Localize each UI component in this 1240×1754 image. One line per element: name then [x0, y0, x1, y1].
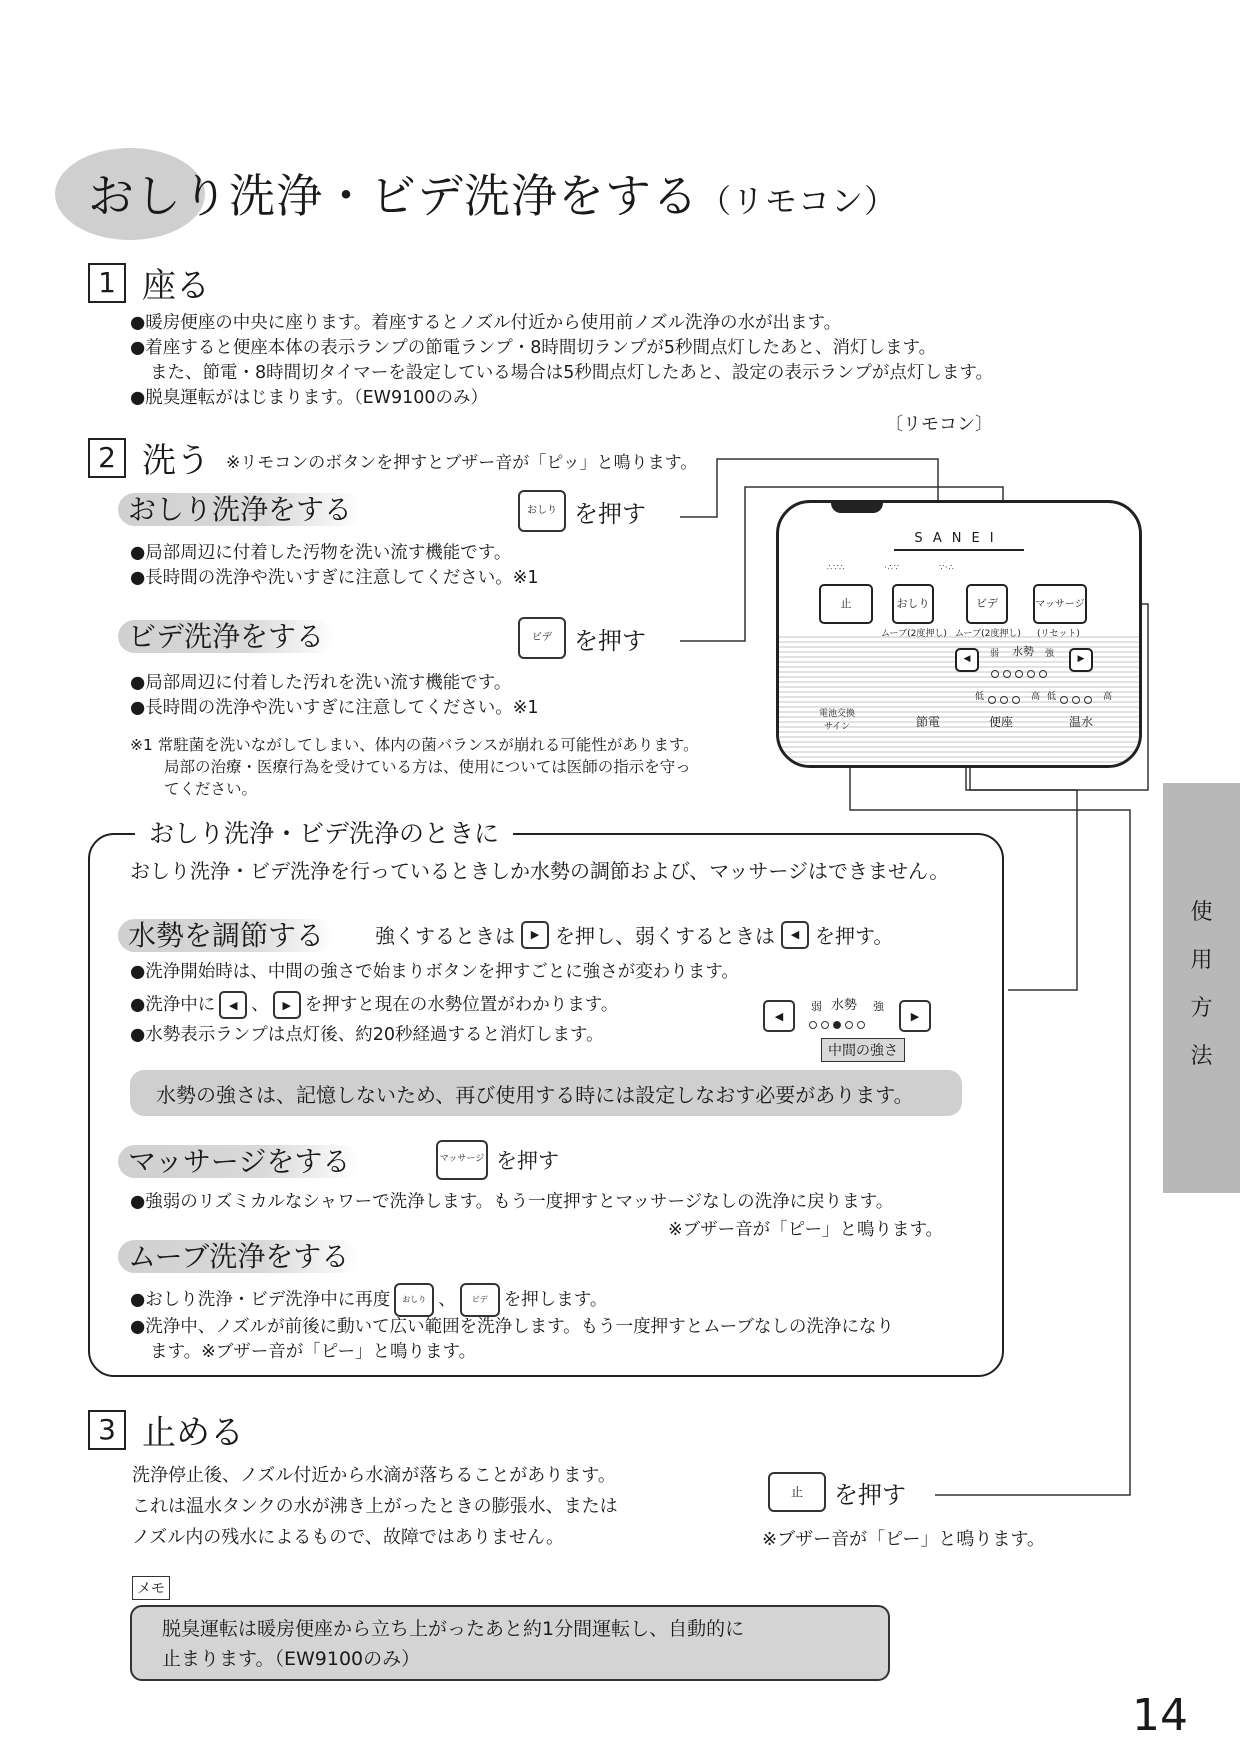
remote-pressure-label: 水勢: [1012, 645, 1034, 658]
remote-sensor: [831, 503, 883, 513]
remote-massage-button[interactable]: マッサージ: [1033, 584, 1087, 624]
step2-number: 2: [88, 438, 126, 478]
massage-button-icon[interactable]: マッサージ: [436, 1140, 488, 1180]
remote-seat-button[interactable]: 便座: [989, 715, 1014, 729]
diagram-weak-label: 弱: [811, 1000, 822, 1013]
diagram-strong-label: 強: [873, 1000, 884, 1013]
remote-stop-button[interactable]: 止: [819, 584, 873, 624]
remote-weaker-button[interactable]: ◀: [955, 648, 979, 672]
footnote-line: ※1 常駐菌を洗いながしてしまい、体内の菌バランスが崩れる可能性があります。: [130, 736, 699, 754]
step3-text-line: これは温水タンクの水が沸き上がったときの膨張水、または: [132, 1496, 618, 1517]
oshiri-button-icon[interactable]: おしり: [394, 1283, 434, 1317]
bidet-bullet: ●局部周辺に付着した汚れを洗い流す機能です。: [130, 673, 512, 693]
move-bullet-2: [130, 1315, 894, 1365]
page-title: おしり洗浄・ビデ洗浄をする（リモコン）: [88, 169, 898, 223]
stop-press: 止 を押す: [768, 1472, 906, 1512]
move-title: ムーブ洗浄をする: [118, 1235, 359, 1275]
massage-note: ※ブザー音が「ピー」と鳴ります。: [668, 1220, 944, 1240]
remote-high-label: 高: [1103, 692, 1113, 702]
memo-box: [130, 1605, 890, 1681]
weaker-button-icon[interactable]: ◀: [781, 921, 809, 949]
oshiri-title: おしり洗浄をする: [118, 488, 362, 528]
bidet-bullet: ●長時間の洗浄や洗いすぎに注意してください。※1: [130, 698, 539, 718]
stop-note: ※ブザー音が「ピー」と鳴ります。: [762, 1529, 1045, 1550]
remote-brand-line: [894, 549, 1024, 551]
stronger-button-icon: ▶: [899, 1000, 931, 1032]
oshiri-button-icon[interactable]: おしり: [518, 490, 566, 532]
remote-power-save-button[interactable]: 節電: [916, 715, 941, 729]
remote-braille: ∴∵∴ ·∴∵ ∵·∴: [827, 563, 955, 572]
diagram-caption: 中間の強さ: [821, 1038, 905, 1062]
remote-reset-label: (リセット): [1037, 629, 1080, 639]
stop-button-icon[interactable]: 止: [768, 1472, 826, 1512]
step1-title: 座る: [142, 266, 210, 306]
move-bullet-line: ●洗浄中、ノズルが前後に動いて広い範囲を洗浄します。もう一度押すとムーブなしの洗浄になり: [130, 1317, 894, 1337]
info-box-title: おしり洗浄・ビデ洗浄のときに: [135, 814, 513, 850]
pressure-title: 水勢を調節する: [118, 914, 334, 954]
footnote-line: てください。: [164, 780, 258, 798]
remote-pressure-lamps: [989, 663, 1049, 682]
step3-header: [88, 1405, 244, 1454]
bidet-button-icon[interactable]: ビデ: [460, 1283, 500, 1317]
massage-press: マッサージ を押す: [436, 1140, 559, 1180]
pressure-bullet-3: ●水勢表示ランプは点灯後、約20秒経過すると消灯します。: [130, 1025, 604, 1045]
weaker-button-icon: ◀: [763, 1000, 795, 1032]
pressure-bullet: ●洗浄開始時は、中間の強さで始まりボタンを押すごとに強さが変わります。: [130, 962, 739, 982]
bidet-title: ビデ洗浄をする: [118, 615, 334, 655]
side-tab-char: 用: [1190, 948, 1213, 973]
step3-text-line: ノズル内の残水によるもので、故障ではありません。: [132, 1527, 564, 1548]
move-bullet-line: ます。※ブザー音が「ピー」と鳴ります。: [150, 1342, 477, 1362]
step3-text: [132, 1460, 618, 1553]
remote-move-label: ムーブ(2度押し): [955, 629, 1021, 639]
stronger-button-icon[interactable]: ▶: [521, 921, 549, 949]
remote-label: 〔リモコン〕: [885, 414, 993, 435]
remote-move-label: ムーブ(2度押し): [881, 629, 947, 639]
bidet-button-icon[interactable]: ビデ: [518, 617, 566, 659]
step3-text-line: 洗浄停止後、ノズル付近から水滴が落ちることがあります。: [132, 1465, 616, 1486]
remote-strong-label: 強: [1045, 649, 1055, 659]
move-bullet-1: ●おしり洗浄・ビデ洗浄中に再度 おしり 、 ビデ を押します。: [130, 1283, 607, 1317]
step3-number: 3: [88, 1410, 126, 1450]
remote-low-label: 低: [975, 692, 985, 702]
pressure-instruction: 強くするときは ▶ を押し、弱くするときは ◀ を押す。: [375, 920, 893, 949]
step1-number: 1: [88, 263, 126, 303]
side-tab-char: 使: [1190, 900, 1213, 925]
remote-water-lamps: [1058, 689, 1094, 708]
step1-bullet: また、節電・8時間切タイマーを設定している場合は5秒間点灯したあと、設定の表示ランプが点灯します。: [150, 363, 994, 383]
remote-high-label: 高: [1031, 692, 1041, 702]
remote-seat-lamps: [986, 689, 1022, 708]
diagram-lamps: [807, 1014, 867, 1033]
pressure-bullet-2: ●洗浄中に ◀ 、 ▶ を押すと現在の水勢位置がわかります。: [130, 991, 618, 1019]
remote-brand: SANEI: [914, 531, 1004, 546]
memo-line: 止まります。（EW9100のみ）: [162, 1648, 421, 1670]
side-tab: [1163, 783, 1240, 1193]
bidet-press: ビデ を押す: [518, 617, 646, 659]
oshiri-press: おしり を押す: [518, 490, 646, 532]
remote-warm-water-button[interactable]: 温水: [1069, 715, 1094, 729]
info-box-intro: おしり洗浄・ビデ洗浄を行っているときしか水勢の調節および、マッサージはできません。: [130, 859, 950, 883]
memo-pencil-icon: メモ: [132, 1576, 170, 1600]
step3-title: 止める: [142, 1413, 244, 1453]
step2-note: ※リモコンのボタンを押すとブザー音が「ピッ」と鳴ります。: [226, 453, 698, 473]
diagram-pressure-label: 水勢: [831, 998, 858, 1013]
side-tab-char: 方: [1190, 996, 1213, 1021]
pressure-bullets: [130, 960, 739, 985]
page-number: 14: [1132, 1690, 1188, 1741]
memo-line: 脱臭運転は暖房便座から立ち上がったあと約1分間運転し、自動的に: [162, 1618, 745, 1640]
massage-bullet: ●強弱のリズミカルなシャワーで洗浄します。もう一度押すとマッサージなしの洗浄に戻ります。: [130, 1192, 894, 1212]
step2-title: 洗う: [142, 441, 210, 481]
massage-title: マッサージをする: [118, 1140, 360, 1180]
page-title-sub: （リモコン）: [699, 182, 898, 220]
remote-battery-sign: 電池交換 サイン: [819, 709, 856, 732]
side-tab-char: 法: [1190, 1044, 1213, 1069]
step1-bullet: ●着座すると便座本体の表示ランプの節電ランプ・8時間切ランプが5秒間点灯したあと、消灯します。: [130, 338, 937, 358]
pressure-diagram: [763, 996, 933, 1066]
remote-stronger-button[interactable]: ▶: [1069, 648, 1093, 672]
step1-bullet: ●脱臭運転がはじまります。（EW9100のみ）: [130, 388, 489, 408]
footnote-line: 局部の治療・医療行為を受けている方は、使用については医師の指示を守っ: [164, 758, 691, 776]
oshiri-bullet: ●長時間の洗浄や洗いすぎに注意してください。※1: [130, 568, 539, 588]
step1-bullet: ●暖房便座の中央に座ります。着座するとノズル付近から使用前ノズル洗浄の水が出ます。: [130, 313, 842, 333]
remote-oshiri-button[interactable]: おしり: [892, 584, 934, 624]
stronger-button-icon[interactable]: ▶: [273, 991, 301, 1019]
remote-control-illustration: [776, 500, 1142, 768]
remote-weak-label: 弱: [990, 649, 1000, 659]
weaker-button-icon[interactable]: ◀: [219, 991, 247, 1019]
oshiri-bullet: ●局部周辺に付着した汚物を洗い流す機能です。: [130, 543, 512, 563]
pressure-memory-note: 水勢の強さは、記憶しないため、再び使用する時には設定しなおす必要があります。: [130, 1070, 962, 1116]
remote-bidet-button[interactable]: ビデ: [966, 584, 1008, 624]
remote-low-label: 低: [1047, 692, 1057, 702]
